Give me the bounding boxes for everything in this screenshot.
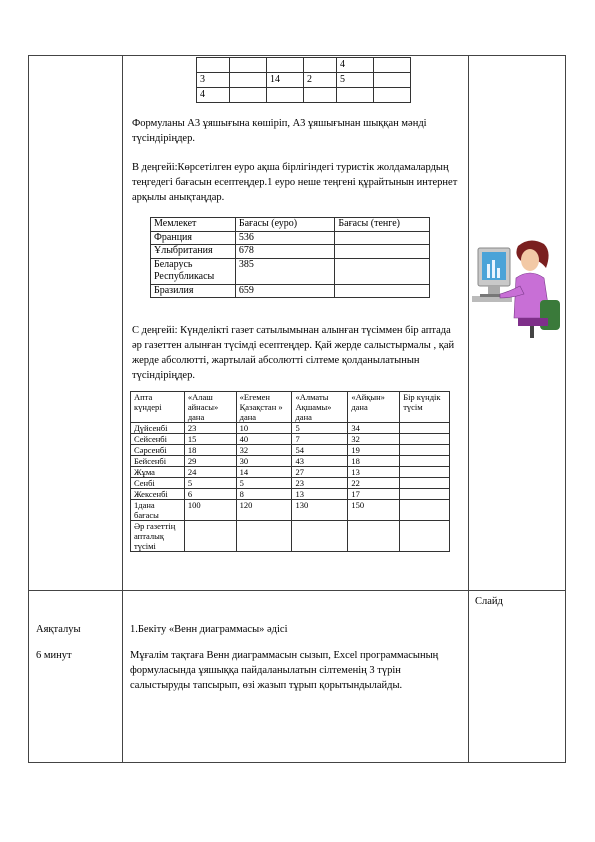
face-shape [521,249,539,271]
news-table-cell: 5 [236,478,292,489]
news-table-cell [292,521,348,552]
price-table-row [151,245,430,259]
top-table-cell [230,88,267,103]
price-table-cell: 659 [235,284,335,298]
news-table-cell: 43 [292,456,348,467]
price-table-cell: Беларусь Республикасы [151,258,236,284]
news-table-cell: 120 [236,500,292,521]
news-table-row [131,434,450,445]
news-table-cell: Сәрсенбі [131,445,185,456]
news-table-cell [400,423,450,434]
news-table-cell: 29 [184,456,236,467]
news-table-cell: Әр газеттің апталық түсімі [131,521,185,552]
news-table-cell [348,521,400,552]
price-table [150,217,430,298]
news-table-cell: 18 [184,445,236,456]
news-table-cell [400,478,450,489]
news-table-row [131,478,450,489]
news-table-header: «Алаш айнасы» дана [184,392,236,423]
top-table-cell: 3 [197,73,230,88]
news-table-cell: Сейсенбі [131,434,185,445]
news-table-cell: 34 [348,423,400,434]
news-table-cell [400,500,450,521]
news-table-row [131,500,450,521]
news-table-cell: 32 [348,434,400,445]
frame-row-divider [28,590,566,591]
news-table-cell: 19 [348,445,400,456]
frame-left-border [28,55,29,763]
news-table-row [131,521,450,552]
frame-col-divider-2 [468,55,469,763]
news-table-header: «Айқын» дана [348,392,400,423]
para-level-b: В деңгейі:Көрсетілген еуро ақша бірлігіндегі туристік жолдамалардың теңгедегі бағасын есептеңдер.1 еуро неше теңгені құрайтынын интернет арқылы анықтаңдар. [132,162,458,203]
news-table-cell: 1дана бағасы [131,500,185,521]
top-table-cell: 14 [267,73,304,88]
news-table-row [131,423,450,434]
price-table-cell: Бразилия [151,284,236,298]
price-table-header: Бағасы (тенге) [335,218,430,232]
top-table-cell [304,88,337,103]
top-table-cell: 5 [337,73,374,88]
news-table-cell: 14 [236,467,292,478]
price-table-cell [335,284,430,298]
news-table-header: «Егемен Қазақстан » дана [236,392,292,423]
news-table-cell: 23 [292,478,348,489]
woman-at-computer-illustration [470,238,564,340]
top-table-cell: 4 [337,58,374,73]
top-grid-table [196,57,411,103]
news-table-row [131,467,450,478]
news-table-cell: Сенбі [131,478,185,489]
news-table-cell [400,434,450,445]
news-table-cell: 7 [292,434,348,445]
price-table-row [151,284,430,298]
frame-col-divider-1 [122,55,123,763]
news-table-cell: 54 [292,445,348,456]
price-table-cell [335,231,430,245]
news-table-row [131,489,450,500]
news-table-cell: 23 [184,423,236,434]
news-table-header: Бір күндік түсім [400,392,450,423]
news-table-cell: Жұма [131,467,185,478]
news-table-cell: 5 [184,478,236,489]
news-table-cell: 10 [236,423,292,434]
news-table-cell [400,456,450,467]
news-table-cell: 32 [236,445,292,456]
top-table-cell [304,58,337,73]
news-table-cell [400,521,450,552]
top-table-cell: 2 [304,73,337,88]
news-table-header: Апта күндері [131,392,185,423]
news-table-cell: 40 [236,434,292,445]
price-table-header: Бағасы (еуро) [235,218,335,232]
news-table-cell: Бейсенбі [131,456,185,467]
news-table-cell: 18 [348,456,400,467]
news-table-cell: Жексенбі [131,489,185,500]
news-table-header: «Алматы Ақшамы» дана [292,392,348,423]
top-table-cell [374,73,411,88]
stage-label: Аяқталуы [36,624,81,635]
top-table-cell [337,88,374,103]
news-table-cell: 13 [348,467,400,478]
top-table-cell [230,58,267,73]
news-table-cell: 130 [292,500,348,521]
news-table-cell: 30 [236,456,292,467]
news-table-cell: 150 [348,500,400,521]
top-table-row [197,58,411,73]
frame-bottom-border [28,762,566,763]
price-table-cell: 678 [235,245,335,259]
news-table-cell: 5 [292,423,348,434]
top-table-cell [230,73,267,88]
newspaper-sales-table [130,391,450,552]
para-level-c: С деңгейі: Күнделікті газет сатылымынан алынған түсіммен бір аптада әр газеттен алынған түсімді есептеңдер. Қай жерде салыстырмалы , қай жерде абсолютті, жартылай абсолютті сілтеме қолданылатынын түсіндіріңдер. [132,325,455,381]
price-table-cell: Ұлыбритания [151,245,236,259]
news-table-cell: Дүйсенбі [131,423,185,434]
news-table-row [131,445,450,456]
frame-right-border [565,55,566,763]
top-table-cell [267,88,304,103]
price-table-cell [335,258,430,284]
news-table-cell: 8 [236,489,292,500]
price-table-cell [335,245,430,259]
news-table-cell [400,489,450,500]
method-title: 1.Бекіту «Венн диаграммасы» әдісі [130,624,288,635]
news-table-cell [400,467,450,478]
top-table-cell [374,88,411,103]
news-table-cell: 6 [184,489,236,500]
news-table-cell: 15 [184,434,236,445]
news-table-cell: 17 [348,489,400,500]
news-table-row [131,456,450,467]
top-table-cell [374,58,411,73]
para-formula-copy: Формуланы А3 ұяшығына көшіріп, А3 ұяшығынан шыққан мәнді түсіндіріңдер. [132,118,427,144]
method-text: Мұғалім тақтаға Венн диаграммасын сызып, Excel программасының формуласында ұяшыққа пайдаланылатын сілтеменің 3 түрін салыстыруды тапсырып, өзі жазып тұрып қорытындылайды. [130,650,439,691]
stage-time: 6 минут [36,650,72,661]
price-table-row [151,231,430,245]
news-table-cell: 22 [348,478,400,489]
price-table-cell: 536 [235,231,335,245]
price-table-row [151,258,430,284]
price-table-cell: Франция [151,231,236,245]
news-table-cell: 27 [292,467,348,478]
news-table-cell [236,521,292,552]
news-table-cell: 100 [184,500,236,521]
top-table-row [197,73,411,88]
news-table-cell: 13 [292,489,348,500]
top-table-row [197,88,411,103]
top-table-cell [197,58,230,73]
news-table-cell [400,445,450,456]
news-table-cell [184,521,236,552]
resource-label: Слайд [475,596,503,607]
price-table-cell: 385 [235,258,335,284]
top-table-cell: 4 [197,88,230,103]
news-table-cell: 24 [184,467,236,478]
frame-top-border [28,55,566,56]
price-table-header: Мемлекет [151,218,236,232]
top-table-cell [267,58,304,73]
